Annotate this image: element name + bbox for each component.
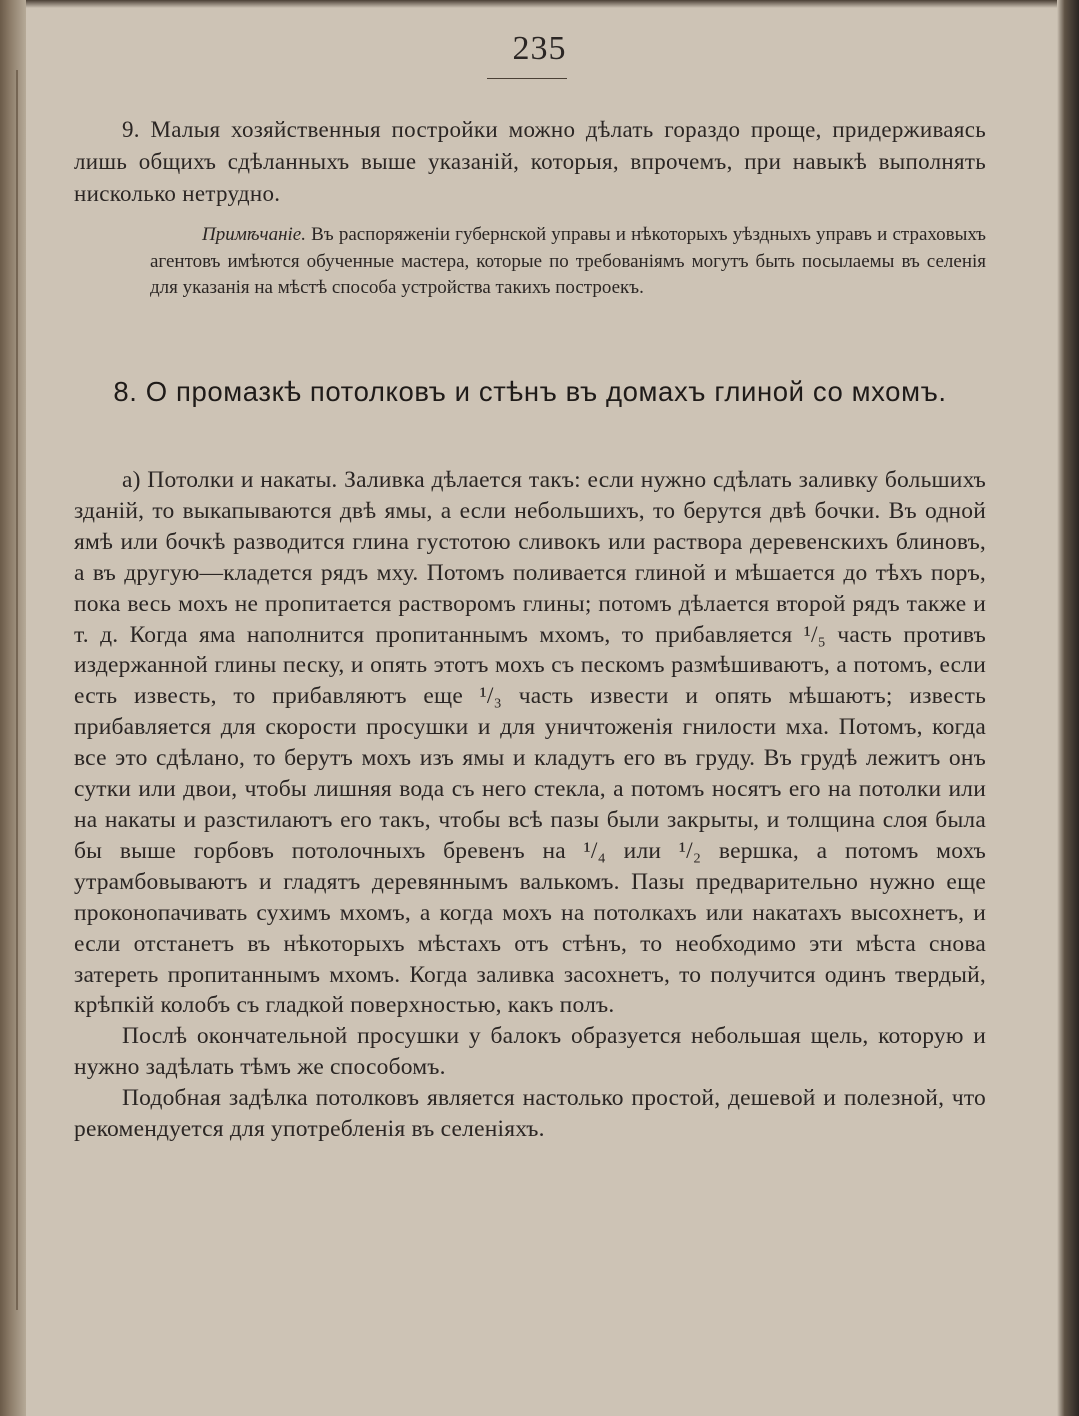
body-paragraph-1: а) Потолки и накаты. Заливка дѣлается такъ: если нужно сдѣлать заливку большихъ зданій, то выкапываются двѣ ямы, а если небольшихъ, то берутся двѣ бочки. Въ одной ямѣ или бочкѣ разводится глина густотою сливокъ или раствора деревенскихъ блиновъ, а въ другую—кладется рядъ мху. Потомъ поливается глиной и мѣшается до тѣхъ поръ, пока весь мохъ не пропитается растворомъ глины; потомъ дѣлается второй рядъ также и т. д. Когда яма наполнится пропитаннымъ мхомъ, то прибавляется ¹/₅ часть противъ издержанной глины песку, и опять этотъ мохъ съ пескомъ размѣшиваютъ, а потомъ, если есть известь, то прибавляютъ еще ¹/₃ часть извести и опять мѣшаютъ; известь прибавляется для скорости просушки и для уничтоженія гнилости мха. Потомъ, когда все это сдѣлано, то берутъ мохъ изъ ямы и кладутъ его въ груду. Въ грудѣ лежитъ онъ сутки или двои, чтобы лишняя вода съ него стекла, а потомъ носятъ его на потолки или на накаты и разстилаютъ его такъ, чтобы всѣ пазы были закрыты, и толщина слоя была бы выше горбовъ потолочныхъ бревенъ на ¹/₄ или ¹/₂ вершка, а потомъ мохъ утрамбовываютъ и гладятъ деревяннымъ валькомъ. Пазы предварительно нужно еще проконопачивать сухимъ мхомъ, а когда мохъ на потолкахъ или накатахъ высохнетъ, и если отстанетъ въ нѣкоторыхъ мѣстахъ отъ стѣнъ, то необходимо эти мѣста снова затереть пропитаннымъ мхомъ. Когда заливка засохнетъ, то получится одинъ твердый, крѣпкій колобъ съ гладкой поверхностью, какъ полъ. (74, 467, 986, 1019)
page-number: 235 (512, 30, 567, 67)
binding-thread-line (16, 70, 18, 1310)
note-text: Въ распоряженіи губернской управы и нѣкоторыхъ уѣздныхъ управъ и страховыхъ агентовъ имѣются обученные мастера, которые по требованіямъ могутъ быть посылаемы въ селенія для указанія на мѣстѣ способа устройства такихъ построекъ. (150, 224, 986, 298)
page-top-shadow (0, 0, 1079, 8)
page-number-underline (487, 78, 567, 79)
page-right-edge (1057, 0, 1079, 1416)
note-label: Примѣчаніе. (202, 224, 306, 245)
book-binding (0, 0, 26, 1416)
paragraph-9: 9. Малыя хозяйственныя постройки можно дѣлать гораздо проще, придерживаясь лишь общихъ сдѣланныхъ выше указаній, которыя, впрочемъ, при навыкѣ выполнять нисколько нетрудно. (74, 117, 986, 206)
body-paragraph-2: Послѣ окончательной просушки у балокъ образуется небольшая щель, которую и нужно задѣлать тѣмъ же способомъ. (74, 1023, 986, 1081)
note-block (150, 222, 986, 302)
body-paragraph-3: Подобная задѣлка потолковъ является настолько простой, дешевой и полезной, что рекомендуется для употребленія въ селеніяхъ. (74, 1085, 986, 1143)
section-heading: 8. О промазкѣ потолковъ и стѣнъ въ домахъ глиной со мхомъ. (113, 376, 947, 407)
section-body (74, 465, 986, 1145)
